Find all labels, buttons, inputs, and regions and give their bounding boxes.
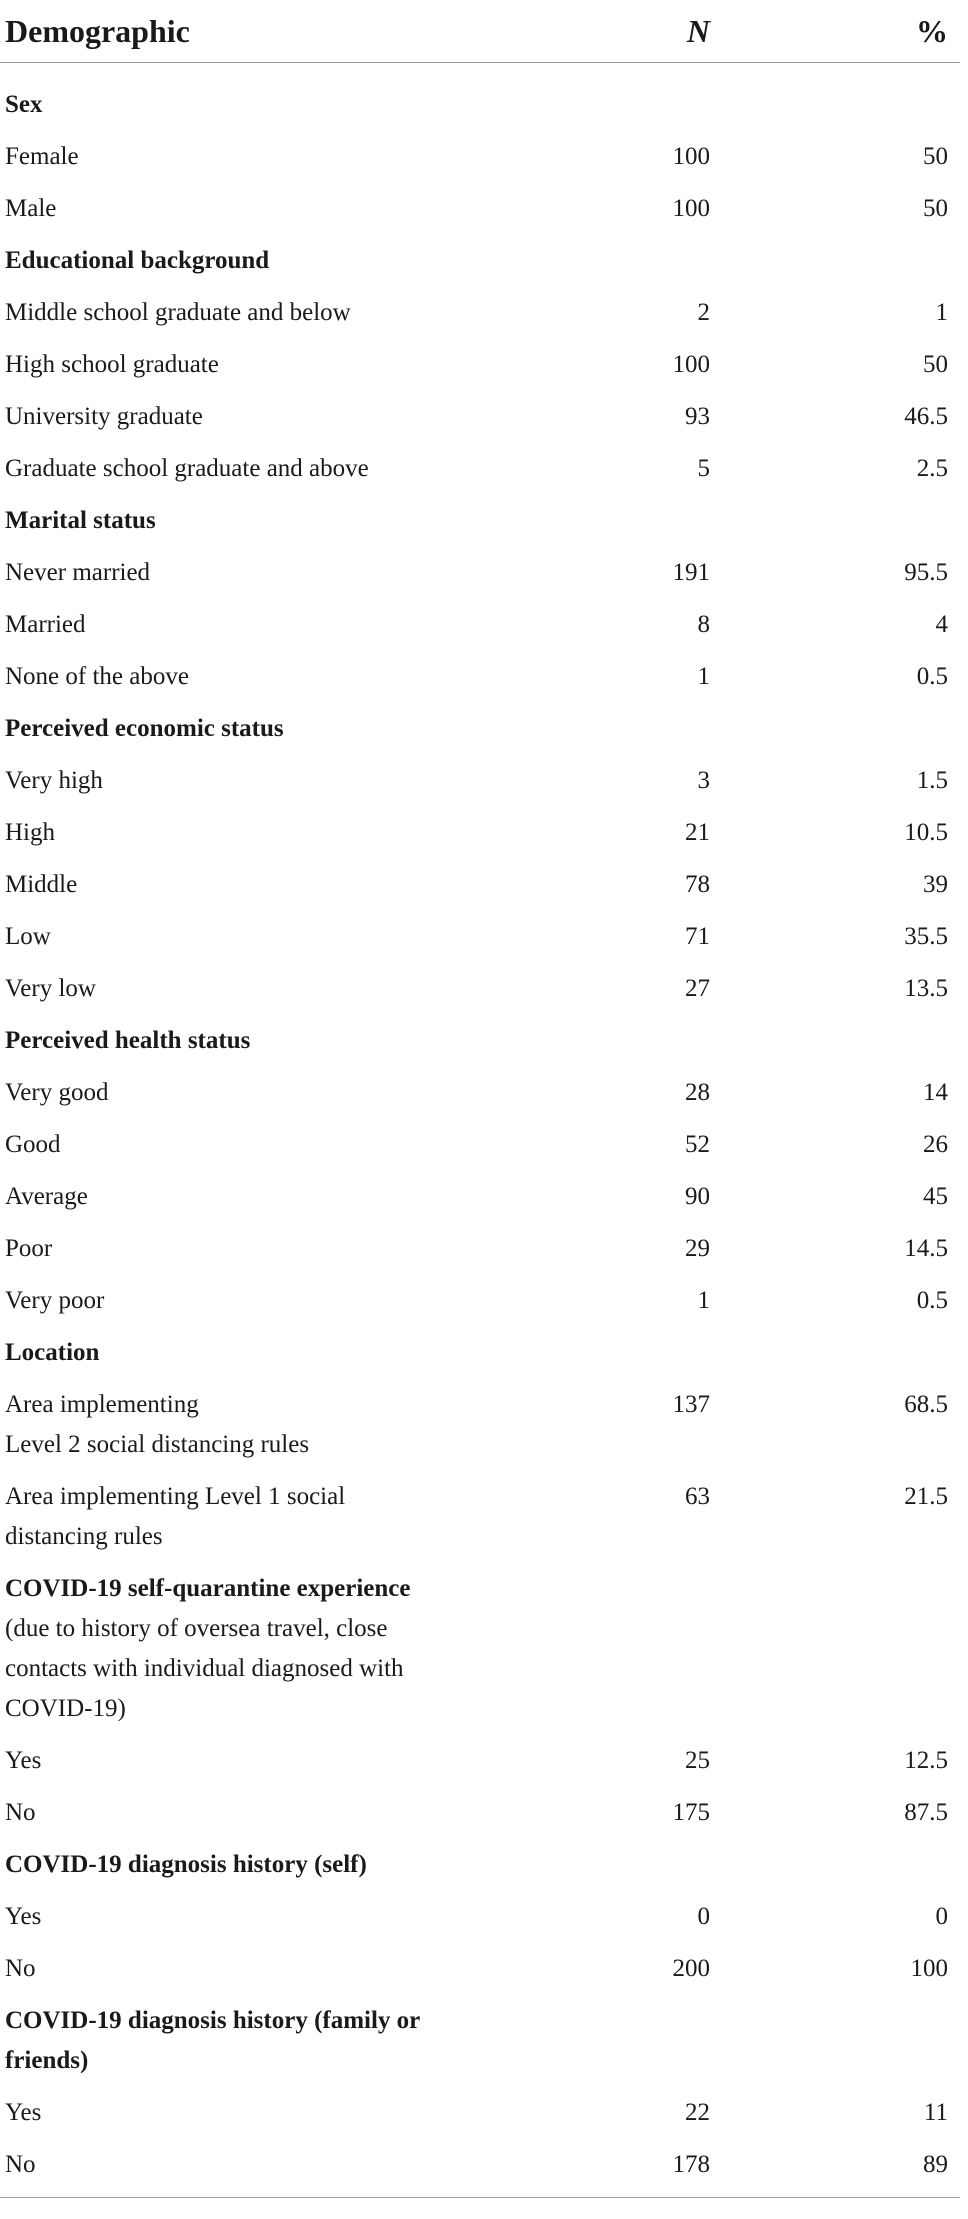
row-n: 137 <box>672 1391 710 1418</box>
row-percent: 0.5 <box>916 1287 948 1314</box>
row-percent: 0 <box>935 1903 948 1930</box>
table-row <box>0 1223 960 1275</box>
row-label: Yes <box>5 1747 42 1774</box>
row-percent: 14 <box>923 1079 948 1106</box>
table-row <box>0 1275 960 1327</box>
row-percent: 50 <box>923 143 948 170</box>
row-percent: 35.5 <box>904 923 948 950</box>
table-row <box>0 1891 960 1943</box>
section-row <box>0 235 960 287</box>
row-n: 29 <box>685 1235 710 1262</box>
table-row <box>0 183 960 235</box>
table-row <box>0 807 960 859</box>
row-n: 200 <box>672 1955 710 1982</box>
row-label: High <box>5 819 55 846</box>
row-label: Very high <box>5 767 103 794</box>
table-row <box>0 1471 960 1563</box>
section-title-line: friends) <box>5 2047 89 2074</box>
section-title-text: COVID-19 self-quarantine experience <box>5 1575 411 1602</box>
row-percent: 14.5 <box>904 1235 948 1262</box>
row-n: 1 <box>697 663 710 690</box>
row-label: Never married <box>5 559 151 586</box>
row-label-line: distancing rules <box>5 1523 163 1550</box>
section-title-education: Educational background <box>5 247 270 274</box>
row-percent: 1 <box>935 299 948 326</box>
row-n: 22 <box>685 2099 710 2126</box>
row-percent: 12.5 <box>904 1747 948 1774</box>
section-row <box>0 1015 960 1067</box>
row-n: 5 <box>697 455 710 482</box>
section-row <box>0 495 960 547</box>
row-percent: 45 <box>923 1183 948 1210</box>
table-row <box>0 1735 960 1787</box>
row-n: 1 <box>697 1287 710 1314</box>
row-label: University graduate <box>5 403 203 430</box>
table-row <box>0 859 960 911</box>
row-n: 27 <box>685 975 710 1002</box>
row-label: Low <box>5 923 51 950</box>
section-title-diagnosis-self: COVID-19 diagnosis history (self) <box>5 1851 367 1878</box>
row-percent: 68.5 <box>904 1391 948 1418</box>
row-label-line: Level 2 social distancing rules <box>5 1431 310 1458</box>
row-percent: 50 <box>923 351 948 378</box>
section-row <box>0 703 960 755</box>
row-label: Very good <box>5 1079 109 1106</box>
row-label: Good <box>5 1131 61 1158</box>
row-n: 100 <box>672 351 710 378</box>
row-label: Graduate school graduate and above <box>5 455 369 482</box>
table-row <box>0 1943 960 1995</box>
row-n: 3 <box>697 767 710 794</box>
row-label: Middle school graduate and below <box>5 299 351 326</box>
row-n: 0 <box>697 1903 710 1930</box>
header-percent: % <box>760 0 960 63</box>
row-label: Poor <box>5 1235 53 1262</box>
row-percent: 50 <box>923 195 948 222</box>
row-percent: 0.5 <box>916 663 948 690</box>
row-percent: 89 <box>760 2139 960 2198</box>
section-row <box>0 1995 960 2087</box>
row-percent: 10.5 <box>904 819 948 846</box>
row-n: 28 <box>685 1079 710 1106</box>
section-title-marital: Marital status <box>5 507 156 534</box>
table-row <box>0 963 960 1015</box>
section-note-line: COVID-19) <box>5 1695 126 1722</box>
row-percent: 39 <box>923 871 948 898</box>
row-label <box>0 1379 600 1471</box>
row-n: 63 <box>685 1483 710 1510</box>
row-n: 93 <box>685 403 710 430</box>
row-n: 191 <box>672 559 710 586</box>
row-label: No <box>5 1955 36 1982</box>
row-label: Middle <box>5 871 78 898</box>
section-title-diagnosis-family <box>0 1995 960 2087</box>
table-row <box>0 651 960 703</box>
row-n: 100 <box>672 195 710 222</box>
row-percent: 21.5 <box>904 1483 948 1510</box>
row-percent: 13.5 <box>904 975 948 1002</box>
row-label: No <box>5 1799 36 1826</box>
table-row <box>0 2139 960 2198</box>
table-row <box>0 599 960 651</box>
row-n: 90 <box>685 1183 710 1210</box>
row-label: Very low <box>5 975 96 1002</box>
row-label-line: Area implementing <box>5 1391 199 1418</box>
section-title-line: COVID-19 diagnosis history (family or <box>5 2007 421 2034</box>
header-row <box>0 0 960 63</box>
section-row <box>0 1327 960 1379</box>
section-row <box>0 1839 960 1891</box>
row-label <box>0 1471 600 1563</box>
section-title-location: Location <box>5 1339 100 1366</box>
table-row <box>0 131 960 183</box>
row-percent: 87.5 <box>904 1799 948 1826</box>
header-n: N <box>600 0 760 63</box>
row-n: 21 <box>685 819 710 846</box>
table-row <box>0 2087 960 2139</box>
row-n: 100 <box>672 143 710 170</box>
section-title-economic: Perceived economic status <box>5 715 284 742</box>
table-row <box>0 1119 960 1171</box>
table-row <box>0 443 960 495</box>
row-n: 25 <box>685 1747 710 1774</box>
row-n: 178 <box>600 2139 760 2198</box>
row-label: Female <box>5 143 79 170</box>
section-note-line: contacts with individual diagnosed with <box>5 1655 404 1682</box>
row-label: High school graduate <box>5 351 219 378</box>
row-label: Yes <box>5 1903 42 1930</box>
row-n: 175 <box>672 1799 710 1826</box>
row-percent: 2.5 <box>916 455 948 482</box>
row-percent: 100 <box>910 1955 948 1982</box>
row-n: 78 <box>685 871 710 898</box>
section-title-health: Perceived health status <box>5 1027 251 1054</box>
row-label-line: Area implementing Level 1 social <box>5 1483 346 1510</box>
row-n: 2 <box>697 299 710 326</box>
row-percent: 1.5 <box>916 767 948 794</box>
section-title-sex: Sex <box>5 91 43 118</box>
table-row <box>0 1171 960 1223</box>
table-row <box>0 339 960 391</box>
row-n: 8 <box>697 611 710 638</box>
row-label: Average <box>5 1183 88 1210</box>
row-percent: 4 <box>935 611 948 638</box>
table-row <box>0 391 960 443</box>
table-row <box>0 1067 960 1119</box>
table-row <box>0 287 960 339</box>
table-row <box>0 1787 960 1839</box>
table-row <box>0 547 960 599</box>
row-label: None of the above <box>5 663 189 690</box>
row-label: Male <box>5 195 57 222</box>
section-row <box>0 1563 960 1735</box>
header-demographic: Demographic <box>0 0 600 63</box>
row-label: Married <box>5 611 86 638</box>
section-title-quarantine <box>0 1563 960 1735</box>
section-row <box>0 63 960 132</box>
table-row <box>0 1379 960 1471</box>
row-n: 71 <box>685 923 710 950</box>
row-percent: 26 <box>923 1131 948 1158</box>
row-label: No <box>0 2139 600 2198</box>
row-n: 52 <box>685 1131 710 1158</box>
row-percent: 95.5 <box>904 559 948 586</box>
row-percent: 11 <box>923 2099 948 2126</box>
row-label: Yes <box>5 2099 42 2126</box>
table-row <box>0 755 960 807</box>
row-label: Very poor <box>5 1287 105 1314</box>
table-row <box>0 911 960 963</box>
row-percent: 46.5 <box>904 403 948 430</box>
section-note-line: (due to history of oversea travel, close <box>5 1615 388 1642</box>
